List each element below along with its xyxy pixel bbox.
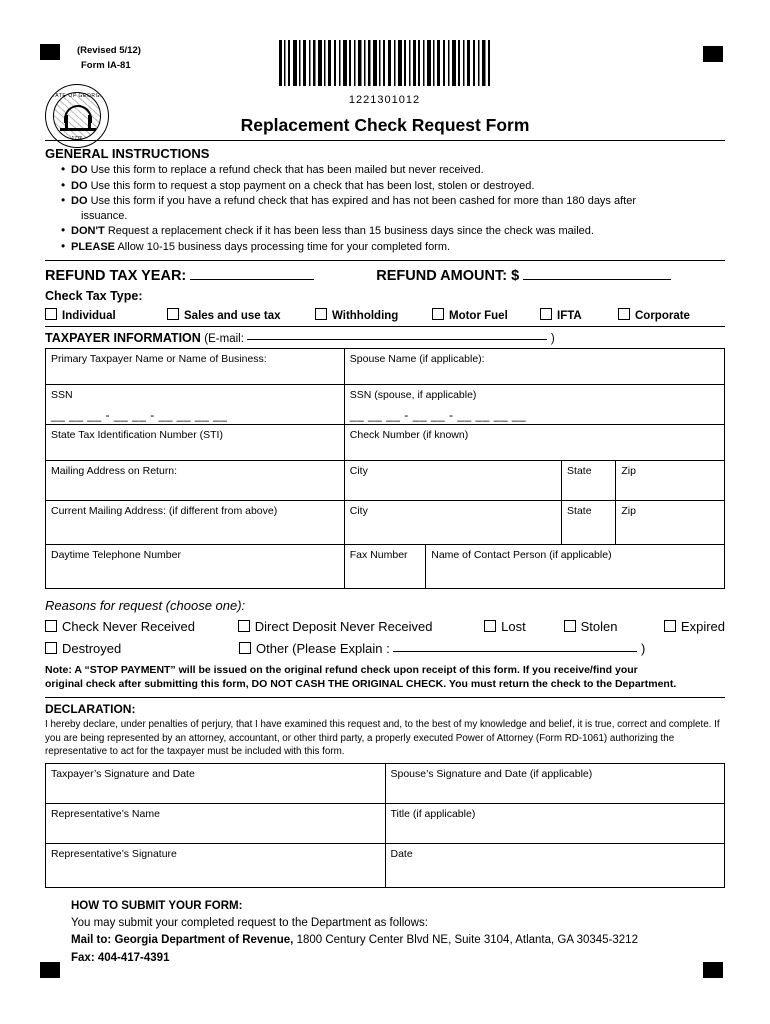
- field-label: City: [349, 505, 368, 518]
- divider-below-title: [45, 140, 725, 141]
- checkbox-option-direct-deposit-never-received[interactable]: [238, 619, 484, 634]
- field-label: Fax Number: [349, 549, 408, 562]
- checkbox-icon[interactable]: [618, 308, 630, 320]
- instruction-lead: DO: [71, 164, 88, 176]
- checkbox-option-lost[interactable]: [484, 619, 563, 634]
- how-to-submit-line-1: You may submit your completed request to the Department as follows:: [71, 917, 428, 930]
- instruction-lead: DO: [71, 195, 88, 208]
- table-row: [46, 461, 725, 501]
- table-row: [46, 385, 725, 425]
- field-representative-name[interactable]: [46, 803, 386, 843]
- fax-label: Fax:: [71, 951, 95, 964]
- field-label: City: [349, 465, 368, 478]
- table-row: [46, 803, 725, 843]
- table-row: [46, 545, 725, 589]
- instruction-text-continued: issuance.: [81, 209, 128, 222]
- table-row: [46, 425, 725, 461]
- spouse-ssn-blanks[interactable]: __ __ __ - __ __ - __ __ __ __: [349, 408, 527, 423]
- checkbox-option-check-never-received[interactable]: [45, 619, 238, 634]
- checkbox-label: Corporate: [635, 310, 690, 323]
- revision-date: (Revised 5/12): [77, 45, 141, 56]
- general-instructions-heading: GENERAL INSTRUCTIONS: [45, 146, 210, 161]
- email-label: (E-mail:: [204, 333, 244, 346]
- instruction-text: Use this form to request a stop payment on a check that has been lost, stolen or destroyed.: [90, 179, 535, 192]
- field-title[interactable]: [385, 803, 725, 843]
- field-check-number[interactable]: [344, 425, 724, 461]
- checkbox-icon[interactable]: [564, 620, 576, 632]
- checkbox-label: Withholding: [332, 310, 399, 323]
- checkbox-label: IFTA: [557, 310, 582, 323]
- page-title: Replacement Check Request Form: [240, 115, 530, 135]
- fax-number: 404-417-4391: [94, 951, 170, 964]
- field-label: Zip: [621, 465, 636, 478]
- checkbox-option-ifta[interactable]: [540, 308, 618, 322]
- field-label: Current Mailing Address: (if different from above): [51, 505, 278, 518]
- checkbox-option-individual[interactable]: [45, 308, 167, 322]
- field-label: Spouse’s Signature and Date (if applicable): [390, 767, 593, 780]
- checkbox-option-sales-and-use-tax[interactable]: [167, 308, 315, 322]
- general-instructions-list: [47, 163, 725, 254]
- checkbox-label: Expired: [680, 619, 725, 635]
- list-item: [61, 163, 725, 178]
- form-number: Form IA-81: [81, 60, 131, 71]
- refund-tax-year-group: [45, 268, 314, 284]
- checkbox-option-expired[interactable]: [664, 619, 725, 634]
- instruction-text: Allow 10-15 business days processing time for your completed form.: [117, 240, 451, 253]
- checkbox-icon[interactable]: [167, 308, 179, 320]
- field-current-address[interactable]: [46, 501, 345, 545]
- refund-tax-year-label: REFUND TAX YEAR:: [45, 268, 187, 285]
- other-close-paren: ): [640, 641, 646, 657]
- checkbox-label: Destroyed: [62, 641, 122, 657]
- checkbox-option-destroyed[interactable]: [45, 641, 239, 656]
- divider-above-declaration: [45, 697, 725, 698]
- field-label: State: [567, 465, 592, 478]
- field-label: SSN (spouse, if applicable): [349, 389, 477, 402]
- field-fax-number[interactable]: [344, 545, 425, 589]
- checkbox-icon[interactable]: [45, 620, 57, 632]
- field-daytime-phone[interactable]: [46, 545, 345, 589]
- field-label: Title (if applicable): [390, 807, 476, 820]
- checkbox-option-other[interactable]: [239, 641, 645, 656]
- field-date[interactable]: [385, 843, 725, 887]
- checkbox-label: Other (Please Explain :: [256, 641, 390, 657]
- check-tax-type-label: Check Tax Type:: [45, 289, 143, 304]
- other-explanation-input[interactable]: [393, 651, 637, 652]
- how-to-submit-section: [45, 898, 725, 967]
- checkbox-option-corporate[interactable]: [618, 308, 690, 322]
- checkbox-icon[interactable]: [238, 620, 250, 632]
- instruction-lead: PLEASE: [71, 240, 116, 253]
- field-label: State: [567, 505, 592, 518]
- barcode-icon: [277, 40, 492, 86]
- field-primary-name[interactable]: [46, 349, 345, 385]
- table-row: [46, 763, 725, 803]
- field-label: SSN: [51, 389, 73, 402]
- field-representative-signature[interactable]: [46, 843, 386, 887]
- reasons-title: Reasons for request (choose one):: [45, 598, 246, 614]
- check-tax-type-options: [45, 308, 725, 322]
- field-current-state[interactable]: [562, 501, 616, 545]
- fax-line: [71, 950, 725, 967]
- field-label: Representative’s Signature: [51, 847, 177, 860]
- field-label: Spouse Name (if applicable):: [349, 353, 485, 366]
- table-row: [46, 501, 725, 545]
- field-label: Daytime Telephone Number: [51, 549, 181, 562]
- field-mailing-state[interactable]: [562, 461, 616, 501]
- field-current-city[interactable]: [344, 501, 561, 545]
- field-label: Representative’s Name: [51, 807, 160, 820]
- field-label: Primary Taxpayer Name or Name of Business:: [51, 353, 267, 366]
- checkbox-label: Direct Deposit Never Received: [254, 619, 433, 635]
- refund-amount-group: [376, 268, 671, 284]
- stop-payment-note: [45, 663, 725, 691]
- checkbox-option-stolen[interactable]: [564, 619, 664, 634]
- field-current-zip[interactable]: [616, 501, 725, 545]
- checkbox-option-motor-fuel[interactable]: [432, 308, 540, 322]
- field-label: Date: [390, 847, 413, 860]
- instruction-lead: DON'T: [71, 225, 105, 238]
- field-mailing-city[interactable]: [344, 461, 561, 501]
- email-input[interactable]: [247, 339, 547, 340]
- field-mailing-address[interactable]: [46, 461, 345, 501]
- note-line-1: Note: A “STOP PAYMENT”: [45, 664, 176, 677]
- note-line-1-rest: will be issued on the original refund check upon receipt of this form. If you receive/find your: [175, 664, 638, 677]
- instruction-text: Use this form to replace a refund check that has been mailed but never received.: [90, 164, 484, 176]
- checkbox-label: Sales and use tax: [184, 310, 281, 323]
- field-label: State Tax Identification Number (STI): [51, 429, 223, 442]
- field-spouse-ssn[interactable]: [344, 385, 724, 425]
- mail-to-address: 1800 Century Center Blvd NE, Suite 3104, Atlanta, GA 30345-3212: [293, 934, 638, 947]
- checkbox-label: Motor Fuel: [449, 310, 508, 323]
- field-label: Check Number (if known): [349, 429, 469, 442]
- checkbox-icon[interactable]: [239, 642, 251, 654]
- reasons-row-2: [45, 641, 725, 656]
- instruction-text: Request a replacement check if it has been less than 15 business days since the check was mailed.: [107, 225, 594, 238]
- checkbox-icon[interactable]: [664, 620, 676, 632]
- refund-amount-label: REFUND AMOUNT: $: [376, 268, 520, 285]
- field-state-tax-id[interactable]: [46, 425, 345, 461]
- email-close-paren: ): [550, 333, 555, 346]
- barcode-block: [277, 40, 492, 106]
- checkbox-icon[interactable]: [45, 642, 57, 654]
- list-item: [61, 240, 725, 255]
- field-taxpayer-signature[interactable]: [46, 763, 386, 803]
- checkbox-option-withholding[interactable]: [315, 308, 432, 322]
- list-item: [61, 179, 725, 194]
- field-contact-person[interactable]: [426, 545, 725, 589]
- mail-to-label: Mail to: Georgia Department of Revenue,: [71, 934, 294, 947]
- taxpayer-information-heading: [45, 331, 725, 345]
- checkbox-icon[interactable]: [540, 308, 552, 320]
- field-spouse-signature[interactable]: [385, 763, 725, 803]
- checkbox-label: Check Never Received: [62, 619, 195, 635]
- seal-bottom-text: 1776: [71, 136, 83, 142]
- taxpayer-information-title: TAXPAYER INFORMATION: [45, 331, 201, 346]
- declaration-heading: DECLARATION:: [45, 702, 136, 717]
- mail-to-line: [71, 932, 725, 949]
- list-item: [61, 194, 725, 223]
- field-spouse-name[interactable]: [344, 349, 724, 385]
- list-item: [61, 224, 725, 239]
- checkbox-icon[interactable]: [315, 308, 327, 320]
- checkbox-icon[interactable]: [484, 620, 496, 632]
- declaration-body: I hereby declare, under penalties of perjury, that I have examined this request and, to the best of my knowledge and belief, it is true, correct and complete. If you are being represented by an attorney, accountant, or other third party, a properly executed Power of Attorney (Form RD-1061) authorizing the representative to act for the taxpayer must be included with this form.: [45, 719, 720, 757]
- ssn-blanks[interactable]: __ __ __ - __ __ - __ __ __ __: [51, 408, 228, 423]
- field-label: Taxpayer’s Signature and Date: [51, 767, 195, 780]
- checkbox-icon[interactable]: [432, 308, 444, 320]
- form-header: [45, 40, 725, 140]
- field-ssn[interactable]: [46, 385, 345, 425]
- note-line-2: original check after submitting this form, DO NOT CASH THE ORIGINAL CHECK. You must return the check to the Department.: [45, 678, 677, 691]
- checkbox-label: Stolen: [580, 619, 618, 635]
- table-row: [46, 843, 725, 887]
- taxpayer-information-table: [45, 348, 725, 589]
- refund-tax-year-input[interactable]: [190, 279, 314, 280]
- checkbox-label: Lost: [501, 619, 526, 635]
- refund-amount-input[interactable]: [523, 279, 671, 280]
- divider-above-refund: [45, 260, 725, 261]
- refund-row: [45, 268, 725, 284]
- field-mailing-zip[interactable]: [616, 461, 725, 501]
- instruction-text: Use this form if you have a refund check that has expired and has not been cashed for more than 180 days after: [90, 195, 636, 208]
- reasons-row-1: [45, 619, 725, 634]
- field-label: Zip: [621, 505, 636, 518]
- divider-above-taxpayer-info: [45, 326, 725, 327]
- table-row: [46, 349, 725, 385]
- field-label: Mailing Address on Return:: [51, 465, 178, 478]
- field-label: Name of Contact Person (if applicable): [431, 549, 612, 562]
- checkbox-icon[interactable]: [45, 308, 57, 320]
- instruction-lead: DO: [71, 179, 88, 192]
- barcode-number: 1221301012: [348, 94, 421, 106]
- checkbox-label: Individual: [62, 310, 116, 323]
- signature-table: [45, 763, 725, 888]
- seal-top-text: STATE OF GEORGIA: [47, 93, 107, 99]
- how-to-submit-heading: HOW TO SUBMIT YOUR FORM:: [71, 899, 243, 912]
